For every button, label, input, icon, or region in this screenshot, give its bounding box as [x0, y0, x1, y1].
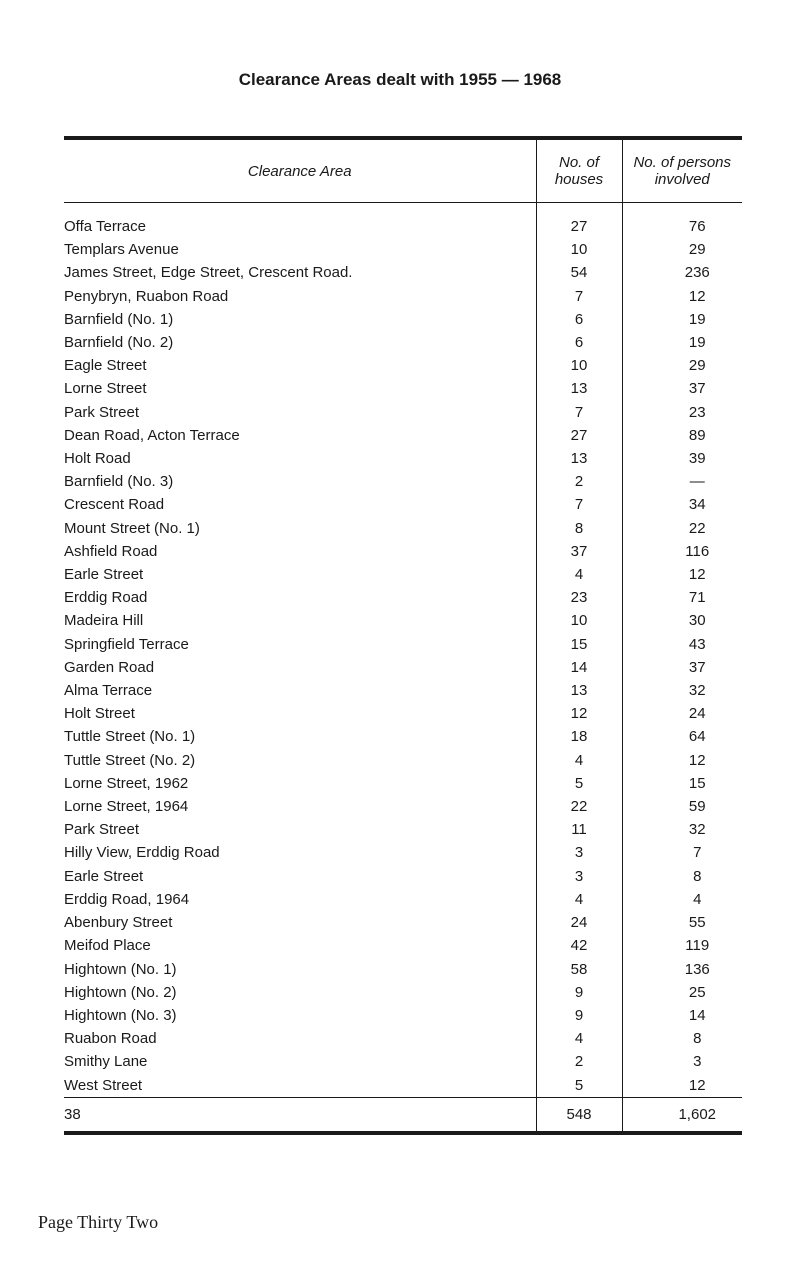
table-row [64, 656, 742, 679]
persons-cell: 59 [622, 795, 742, 818]
houses-cell: 12 [536, 702, 622, 725]
houses-cell: 4 [536, 888, 622, 911]
persons-cell: 12 [622, 1074, 742, 1098]
total-areas: 38 [64, 1097, 536, 1131]
area-cell: West Street [64, 1076, 143, 1094]
table-row [64, 1027, 742, 1050]
page-footer: Page Thirty Two [38, 1212, 159, 1232]
houses-cell: 27 [536, 424, 622, 447]
persons-cell: 119 [622, 934, 742, 957]
area-cell: Park Street [64, 821, 140, 839]
persons-cell: 136 [622, 958, 742, 981]
houses-cell: 13 [536, 679, 622, 702]
persons-cell: 30 [622, 609, 742, 632]
table-row [64, 238, 742, 261]
header-row [64, 140, 742, 203]
area-cell: Madeira Hill [64, 612, 144, 630]
persons-cell: 24 [622, 702, 742, 725]
header-persons: No. of persons involved [622, 140, 742, 203]
table-row [64, 679, 742, 702]
houses-cell: 22 [536, 795, 622, 818]
persons-cell: 32 [622, 679, 742, 702]
totals-row [64, 1097, 742, 1131]
houses-cell: 9 [536, 1004, 622, 1027]
area-cell: Holt Street [64, 705, 135, 723]
table-row [64, 586, 742, 609]
area-cell: Springfield Terrace [64, 635, 189, 653]
houses-cell: 9 [536, 981, 622, 1004]
persons-cell: 29 [622, 354, 742, 377]
houses-cell: 11 [536, 818, 622, 841]
persons-cell: 236 [622, 261, 742, 284]
table-row [64, 401, 742, 424]
houses-cell: 8 [536, 517, 622, 540]
persons-cell: 14 [622, 1004, 742, 1027]
area-cell: Erddig Road [64, 589, 148, 607]
table-row [64, 517, 742, 540]
area-cell: Hilly View, Erddig Road [64, 844, 220, 862]
persons-cell: 71 [622, 586, 742, 609]
area-cell: Tuttle Street (No. 2) [64, 751, 196, 769]
total-houses: 548 [536, 1097, 622, 1131]
clearance-table-container [64, 136, 742, 1135]
area-cell: Earle Street [64, 566, 144, 584]
table-row [64, 865, 742, 888]
persons-cell: 12 [622, 563, 742, 586]
houses-cell: 14 [536, 656, 622, 679]
houses-cell: 7 [536, 285, 622, 308]
total-persons: 1,602 [622, 1097, 742, 1131]
area-cell: Erddig Road, 1964 [64, 890, 190, 908]
persons-cell: 89 [622, 424, 742, 447]
area-cell: Earle Street [64, 867, 144, 885]
area-cell: Eagle Street [64, 357, 147, 375]
area-cell: Hightown (No. 2) [64, 983, 177, 1001]
header-clearance-area: Clearance Area [64, 140, 536, 203]
persons-cell: 29 [622, 238, 742, 261]
persons-cell: 34 [622, 493, 742, 516]
table-row [64, 1074, 742, 1098]
table-row [64, 308, 742, 331]
bottom-rule [64, 1131, 742, 1135]
houses-cell: 6 [536, 308, 622, 331]
area-cell: Park Street [64, 403, 140, 421]
persons-cell: 39 [622, 447, 742, 470]
houses-cell: 6 [536, 331, 622, 354]
persons-cell: 4 [622, 888, 742, 911]
table-row [64, 331, 742, 354]
houses-cell: 2 [536, 1050, 622, 1073]
houses-cell: 7 [536, 401, 622, 424]
area-cell: Offa Terrace [64, 218, 146, 235]
table-row [64, 1004, 742, 1027]
area-cell: Barnfield (No. 1) [64, 310, 174, 328]
area-cell: Meifod Place [64, 937, 151, 955]
table-row [64, 633, 742, 656]
houses-cell: 42 [536, 934, 622, 957]
persons-cell: 23 [622, 401, 742, 424]
table-row [64, 702, 742, 725]
houses-cell: 13 [536, 377, 622, 400]
table-row [64, 958, 742, 981]
table-row [64, 285, 742, 308]
table-row [64, 725, 742, 748]
clearance-table [64, 140, 742, 1131]
area-cell: Dean Road, Acton Terrace [64, 426, 240, 444]
persons-cell: — [622, 470, 742, 493]
area-cell: Garden Road [64, 658, 155, 676]
area-cell: Lorne Street, 1962 [64, 774, 189, 792]
area-cell: James Street, Edge Street, Crescent Road. [64, 264, 353, 282]
table-row [64, 447, 742, 470]
area-cell: Abenbury Street [64, 914, 173, 932]
table-row [64, 377, 742, 400]
persons-cell: 37 [622, 377, 742, 400]
area-cell: Barnfield (No. 2) [64, 334, 174, 352]
table-body [64, 203, 742, 1098]
area-cell: Holt Road [64, 450, 131, 468]
houses-cell: 3 [536, 841, 622, 864]
area-cell: Tuttle Street (No. 1) [64, 728, 196, 746]
persons-cell: 22 [622, 517, 742, 540]
houses-cell: 5 [536, 772, 622, 795]
houses-cell: 4 [536, 563, 622, 586]
houses-cell: 2 [536, 470, 622, 493]
houses-cell: 18 [536, 725, 622, 748]
table-row [64, 493, 742, 516]
table-row [64, 1050, 742, 1073]
persons-cell: 25 [622, 981, 742, 1004]
persons-cell: 12 [622, 285, 742, 308]
persons-cell: 32 [622, 818, 742, 841]
area-cell: Ruabon Road [64, 1030, 157, 1048]
houses-cell: 10 [536, 238, 622, 261]
table-row [64, 934, 742, 957]
table-row [64, 424, 742, 447]
table-row [64, 203, 742, 239]
area-cell: Smithy Lane [64, 1053, 148, 1071]
houses-cell: 15 [536, 633, 622, 656]
houses-cell: 27 [536, 203, 622, 239]
table-row [64, 795, 742, 818]
houses-cell: 7 [536, 493, 622, 516]
houses-cell: 37 [536, 540, 622, 563]
area-cell: Hightown (No. 1) [64, 960, 177, 978]
persons-cell: 43 [622, 633, 742, 656]
persons-cell: 19 [622, 331, 742, 354]
persons-cell: 12 [622, 749, 742, 772]
area-cell: Lorne Street, 1964 [64, 798, 189, 816]
page-title: Clearance Areas dealt with 1955 — 1968 [238, 70, 562, 89]
houses-cell: 24 [536, 911, 622, 934]
persons-cell: 8 [622, 1027, 742, 1050]
table-row [64, 609, 742, 632]
table-row [64, 470, 742, 493]
area-cell: Lorne Street [64, 380, 147, 398]
table-row [64, 888, 742, 911]
table-row [64, 261, 742, 284]
persons-cell: 64 [622, 725, 742, 748]
table-row [64, 981, 742, 1004]
persons-cell: 3 [622, 1050, 742, 1073]
persons-cell: 19 [622, 308, 742, 331]
persons-cell: 37 [622, 656, 742, 679]
persons-cell: 55 [622, 911, 742, 934]
table-row [64, 354, 742, 377]
houses-cell: 13 [536, 447, 622, 470]
area-cell: Alma Terrace [64, 682, 153, 700]
area-cell: Crescent Road [64, 496, 165, 514]
header-houses: No. of houses [536, 140, 622, 203]
table-row [64, 841, 742, 864]
houses-cell: 4 [536, 1027, 622, 1050]
table-row [64, 749, 742, 772]
persons-cell: 15 [622, 772, 742, 795]
table-row [64, 911, 742, 934]
persons-cell: 76 [622, 203, 742, 239]
persons-cell: 116 [622, 540, 742, 563]
table-row [64, 540, 742, 563]
houses-cell: 10 [536, 354, 622, 377]
area-cell: Hightown (No. 3) [64, 1006, 177, 1024]
area-cell: Penybryn, Ruabon Road [64, 287, 229, 305]
table-row [64, 772, 742, 795]
houses-cell: 54 [536, 261, 622, 284]
houses-cell: 4 [536, 749, 622, 772]
houses-cell: 10 [536, 609, 622, 632]
area-cell: Ashfield Road [64, 542, 158, 560]
persons-cell: 7 [622, 841, 742, 864]
houses-cell: 58 [536, 958, 622, 981]
table-row [64, 563, 742, 586]
area-cell: Templars Avenue [64, 241, 179, 259]
table-row [64, 818, 742, 841]
area-cell: Mount Street (No. 1) [64, 519, 200, 537]
houses-cell: 3 [536, 865, 622, 888]
houses-cell: 5 [536, 1074, 622, 1098]
area-cell: Barnfield (No. 3) [64, 473, 174, 491]
persons-cell: 8 [622, 865, 742, 888]
houses-cell: 23 [536, 586, 622, 609]
